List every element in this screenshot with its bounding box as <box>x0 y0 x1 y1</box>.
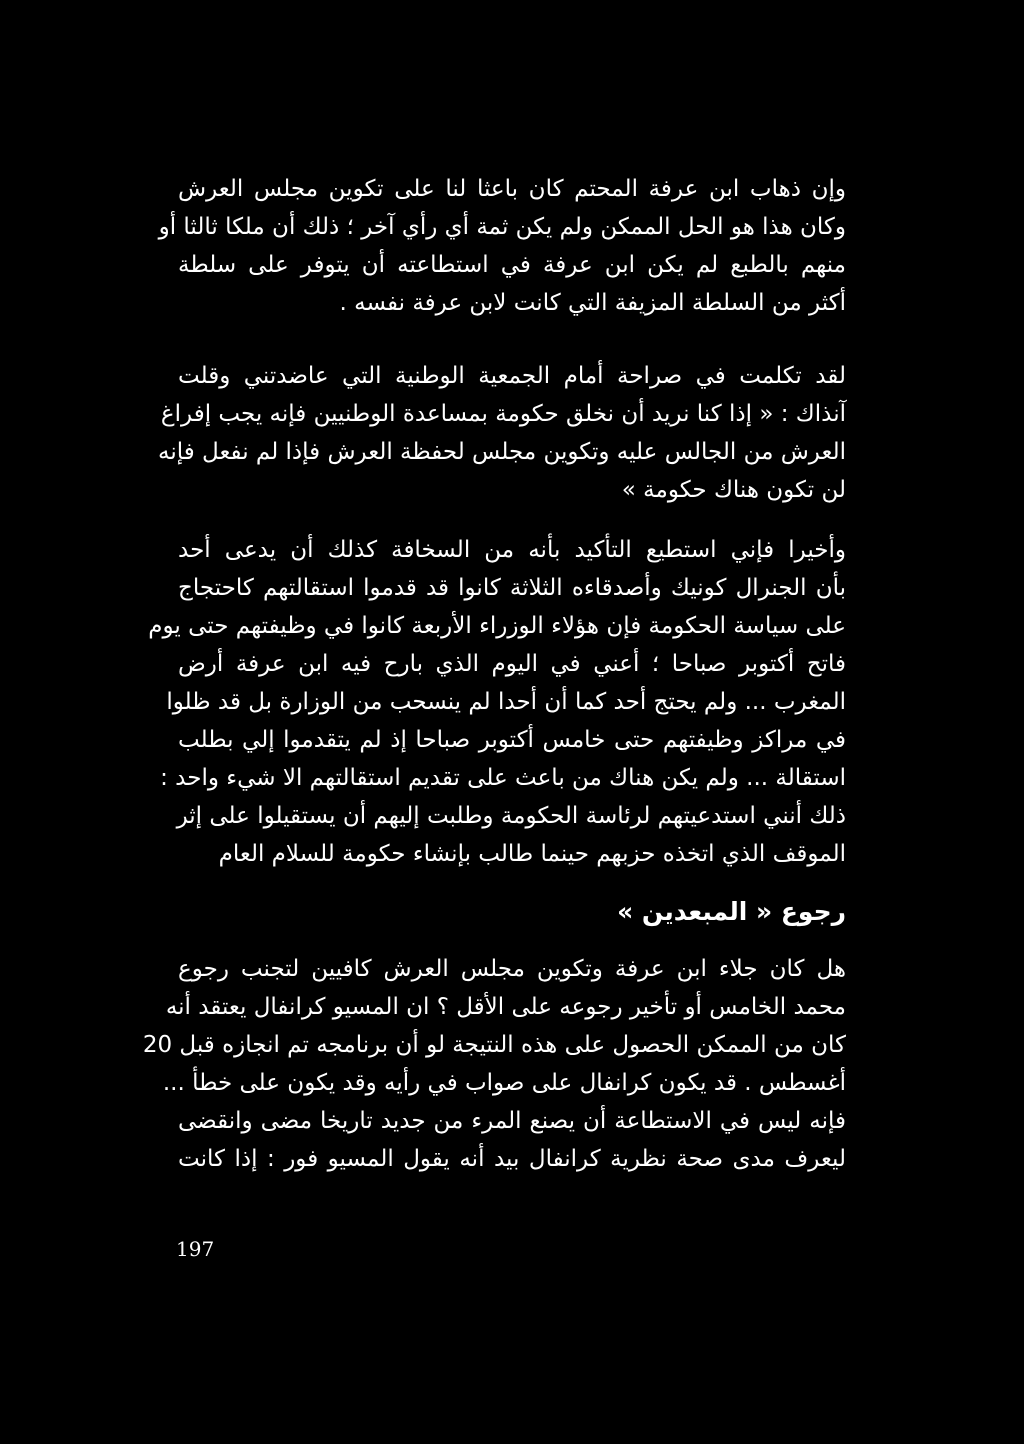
text-line: فاتح أكتوبر صباحا ؛ أعني في اليوم الذي بارح فيه ابن عرفة أرض <box>178 651 846 677</box>
text-line: في مراكز وظيفتهم حتى خامس أكتوبر صباحا إذ لم يتقدموا إلي بطلب <box>178 727 846 753</box>
paragraph-2 <box>158 357 846 509</box>
text-line: أغسطس . قد يكون كرانفال على صواب في رأيه وقد يكون على خطأ ... <box>162 1070 846 1096</box>
text-line: لن تكون هناك حكومة » <box>621 477 846 503</box>
text-line: ذلك أنني استدعيتهم لرئاسة الحكومة وطلبت إليهم أن يستقيلوا على إثر <box>176 803 846 829</box>
text-line: منهم بالطبع لم يكن ابن عرفة في استطاعته أن يتوفر على سلطة <box>178 252 846 278</box>
text-line: ليعرف مدى صحة نظرية كرانفال بيد أنه يقول المسيو فور : إذا كانت <box>178 1146 846 1172</box>
text-line: فإنه ليس في الاستطاعة أن يصنع المرء من جديد تاريخا مضى وانقضى <box>178 1108 846 1134</box>
paragraph-4 <box>142 950 846 1178</box>
paragraph-1 <box>158 170 846 322</box>
page-number: 197 <box>176 1237 215 1261</box>
text-line: وكان هذا هو الحل الممكن ولم يكن ثمة أي رأي آخر ؛ ذلك أن ملكا ثالثا أو <box>158 214 846 240</box>
section-heading: رجوع « المبعدين » <box>617 897 846 926</box>
text-line: وإن ذهاب ابن عرفة المحتم كان باعثا لنا على تكوين مجلس العرش <box>178 176 846 202</box>
text-line: بأن الجنرال كونيك وأصدقاءه الثلاثة كانوا قد قدموا استقالتهم كاحتجاج <box>178 575 846 601</box>
text-line: العرش من الجالس عليه وتكوين مجلس لحفظة العرش فإذا لم نفعل فإنه <box>158 439 846 465</box>
text-line: آنذاك : « إذا كنا نريد أن نخلق حكومة بمساعدة الوطنيين فإنه يجب إفراغ <box>160 401 846 427</box>
text-line: استقالة ... ولم يكن هناك من باعث على تقديم استقالتهم الا شيء واحد : <box>160 765 846 791</box>
text-line: وأخيرا فإني استطيع التأكيد بأنه من السخافة كذلك أن يدعى أحد <box>178 537 846 563</box>
text-line: لقد تكلمت في صراحة أمام الجمعية الوطنية التي عاضدتني وقلت <box>178 363 846 389</box>
text-line: أكثر من السلطة المزيفة التي كانت لابن عرفة نفسه . <box>339 290 846 316</box>
text-line: المغرب ... ولم يحتج أحد كما أن أحدا لم ينسحب من الوزارة بل قد ظلوا <box>166 689 846 715</box>
text-line: محمد الخامس أو تأخير رجوعه على الأقل ؟ ان المسيو كرانفال يعتقد أنه <box>165 994 846 1020</box>
section-heading-block <box>178 890 846 934</box>
text-line: كان من الممكن الحصول على هذه النتيجة لو أن برنامجه تم انجازه قبل 20 <box>142 1032 846 1058</box>
text-line: هل كان جلاء ابن عرفة وتكوين مجلس العرش كافيين لتجنب رجوع <box>178 956 846 982</box>
paragraph-3 <box>148 531 846 873</box>
text-line: الموقف الذي اتخذه حزبهم حينما طالب بإنشاء حكومة للسلام العام <box>218 841 846 867</box>
text-line: على سياسة الحكومة فإن هؤلاء الوزراء الأربعة كانوا في وظيفتهم حتى يوم <box>148 613 846 639</box>
